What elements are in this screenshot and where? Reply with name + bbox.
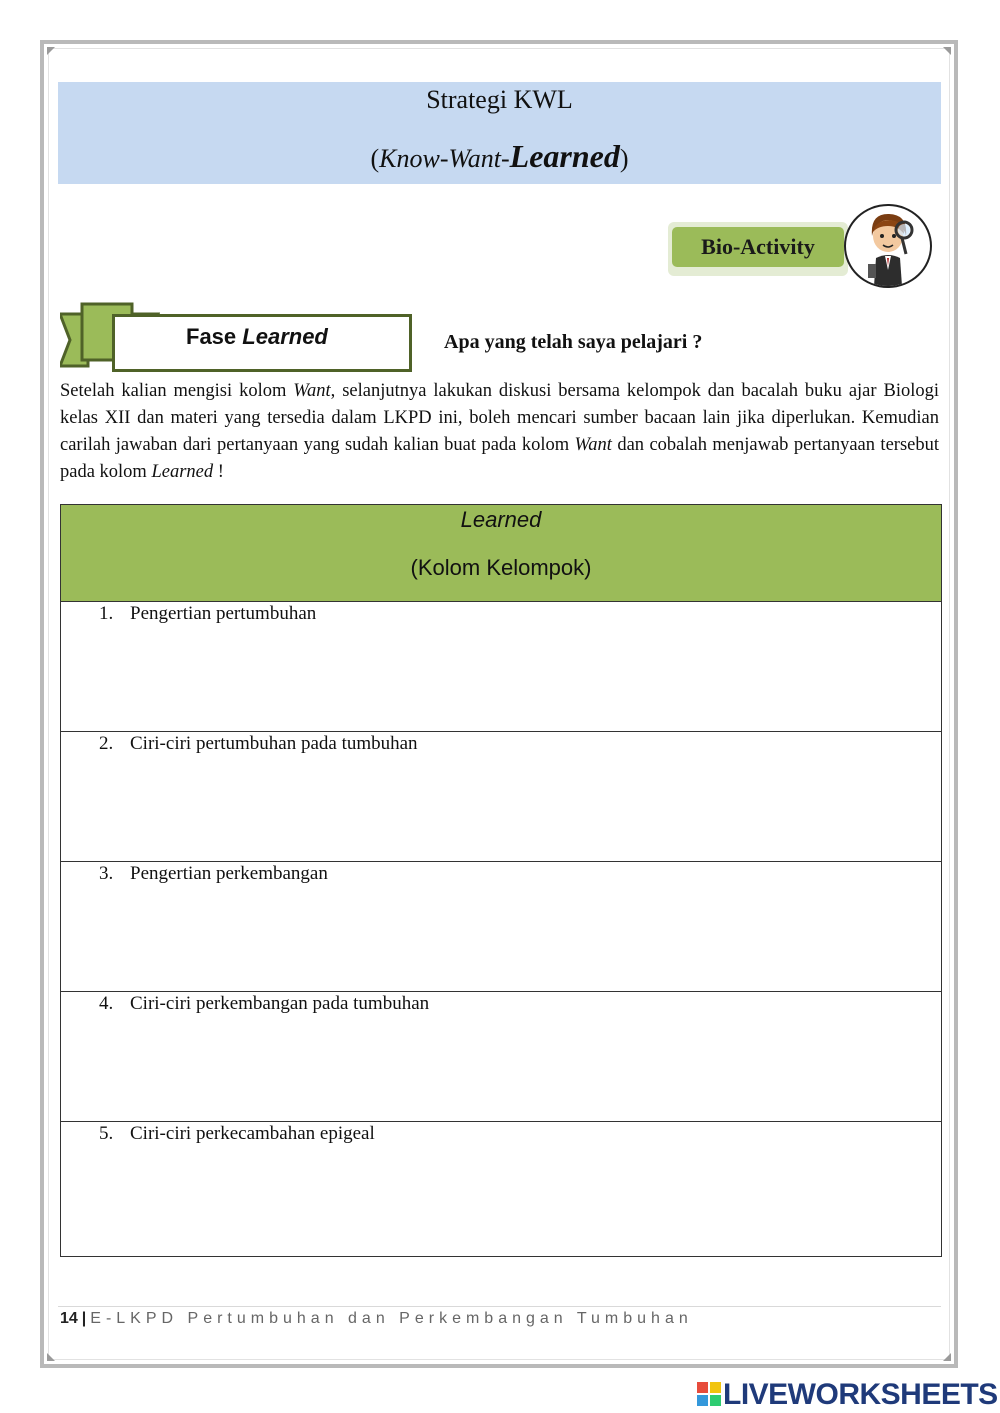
row-prompt: Pengertian pertumbuhan	[130, 603, 317, 624]
row-number: 3.	[99, 863, 114, 884]
footer-divider	[58, 1306, 941, 1307]
table-row[interactable]	[61, 862, 941, 992]
corner-mark	[47, 1353, 55, 1361]
learned-table	[60, 504, 942, 1257]
detective-avatar-icon	[844, 204, 932, 288]
table-row[interactable]	[61, 602, 941, 732]
table-row[interactable]	[61, 992, 941, 1122]
title-main: Strategi KWL	[426, 85, 573, 114]
table-header-title: Learned	[460, 507, 542, 532]
table-header-subtitle: (Kolom Kelompok)	[410, 555, 592, 580]
page-footer: 14 | E-LKPD Pertumbuhan dan Perkembangan Tumbuhan	[60, 1310, 693, 1327]
title-subtitle: (Know-Want-Learned)	[370, 138, 629, 174]
corner-mark	[943, 47, 951, 55]
footer-title: E-LKPD Pertumbuhan dan Perkembangan Tumbuhan	[90, 1310, 693, 1327]
table-row[interactable]	[61, 732, 941, 862]
page-number: 14	[60, 1310, 78, 1327]
row-number: 2.	[99, 733, 114, 754]
row-prompt: Ciri-ciri pertumbuhan pada tumbuhan	[130, 733, 418, 754]
corner-mark	[47, 47, 55, 55]
phase-title: Fase Learned	[186, 324, 328, 349]
row-prompt: Pengertian perkembangan	[130, 863, 328, 884]
liveworksheets-logo-icon	[697, 1382, 721, 1406]
brand-name: LIVEWORKSHEETS	[723, 1378, 998, 1411]
row-number: 1.	[99, 603, 114, 624]
row-number: 5.	[99, 1123, 114, 1144]
row-number: 4.	[99, 993, 114, 1014]
instruction-paragraph: Setelah kalian mengisi kolom Want, selanjutnya lakukan diskusi bersama kelompok dan bacalah buku ajar Biologi kelas XII dan materi yang tersedia dalam LKPD ini, boleh mencari sumber bacaan lain jika diperlukan. Kemudian carilah jawaban dari pertanyaan yang sudah kalian buat pada kolom Want dan cobalah menjawab pertanyaan tersebut pada kolom Learned !	[60, 381, 940, 482]
row-prompt: Ciri-ciri perkembangan pada tumbuhan	[130, 993, 430, 1014]
bio-activity-label: Bio-Activity	[672, 227, 844, 267]
liveworksheets-brand[interactable]	[697, 1378, 998, 1410]
corner-mark	[943, 1353, 951, 1361]
bio-activity-badge	[668, 222, 848, 276]
title-banner	[58, 82, 941, 184]
phase-question: Apa yang telah saya pelajari ?	[444, 331, 703, 353]
table-header	[61, 505, 941, 602]
row-prompt: Ciri-ciri perkecambahan epigeal	[130, 1123, 375, 1144]
table-row[interactable]	[61, 1122, 941, 1251]
